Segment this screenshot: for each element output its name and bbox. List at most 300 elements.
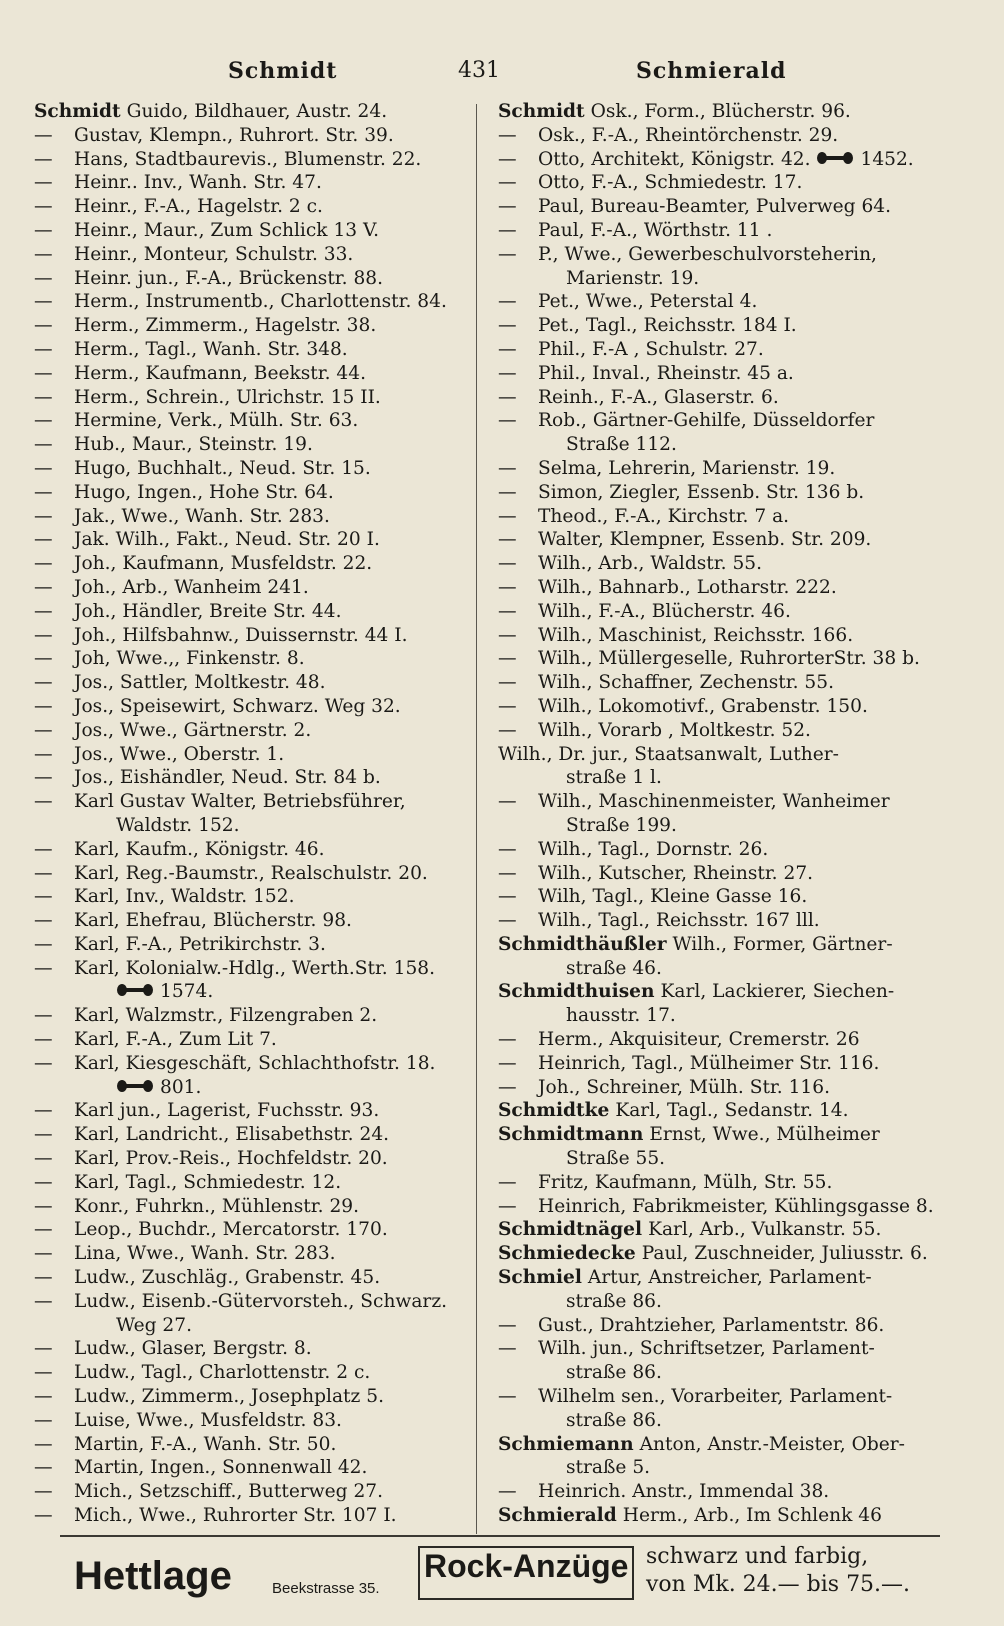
entry-text: Marienstr. 19. bbox=[566, 267, 700, 289]
directory-entry bbox=[498, 647, 938, 671]
ditto-dash: — bbox=[34, 1195, 53, 1217]
ditto-dash: — bbox=[34, 886, 53, 908]
entry-surname: Schmidt bbox=[498, 101, 585, 122]
ditto-dash: — bbox=[34, 243, 53, 265]
ditto-dash: — bbox=[498, 1029, 517, 1051]
directory-entry bbox=[34, 1385, 474, 1409]
directory-entry bbox=[498, 290, 938, 314]
entry-text: Anton, Anstr.-Meister, Ober- bbox=[639, 1433, 905, 1455]
directory-entry bbox=[34, 386, 474, 410]
entry-surname: Schmiemann bbox=[498, 1433, 634, 1455]
entry-text: Karl, Kiesgeschäft, Schlachthofstr. 18. bbox=[74, 1052, 436, 1074]
ditto-dash: — bbox=[498, 338, 517, 360]
entry-text: Weg 27. bbox=[116, 1314, 192, 1336]
directory-entry bbox=[34, 1171, 474, 1195]
ditto-dash: — bbox=[34, 172, 53, 194]
directory-entry bbox=[498, 552, 938, 576]
entry-text: straße 46. bbox=[566, 957, 662, 979]
directory-entry bbox=[34, 219, 474, 243]
ditto-dash: — bbox=[34, 315, 53, 337]
ditto-dash: — bbox=[34, 838, 53, 860]
phone-number: 1452. bbox=[860, 148, 914, 170]
ditto-dash: — bbox=[34, 362, 53, 384]
entry-text: Karl Gustav Walter, Betriebsführer, bbox=[74, 791, 406, 813]
entry-text: Hermine, Verk., Mülh. Str. 63. bbox=[74, 410, 359, 432]
ditto-dash: — bbox=[34, 910, 53, 932]
ditto-dash: — bbox=[34, 481, 53, 503]
directory-entry bbox=[498, 671, 938, 695]
entry-text: Straße 199. bbox=[566, 814, 677, 836]
entry-text: Otto, Architekt, Königstr. 42. bbox=[538, 148, 811, 170]
entry-text: Gust., Drahtzieher, Parlamentstr. 86. bbox=[538, 1314, 885, 1336]
ditto-dash: — bbox=[34, 196, 53, 218]
entry-text: Joh., Arb., Wanheim 241. bbox=[74, 576, 309, 598]
entry-text: Karl, Kaufm., Königstr. 46. bbox=[74, 838, 325, 860]
directory-entry bbox=[34, 1433, 474, 1457]
directory-entry bbox=[34, 433, 474, 457]
ditto-dash: — bbox=[34, 386, 53, 408]
ditto-dash: — bbox=[498, 362, 517, 384]
directory-entry bbox=[34, 124, 474, 148]
ditto-dash: — bbox=[498, 1338, 517, 1360]
directory-entry bbox=[34, 909, 474, 933]
directory-entry bbox=[34, 1218, 474, 1242]
entry-text: Karl, Kolonialw.-Hdlg., Werth.Str. 158. bbox=[74, 957, 436, 979]
entry-surname: Schmidthäußler bbox=[498, 933, 667, 955]
directory-entry bbox=[34, 1123, 474, 1147]
entry-text: Wilh., Müllergeselle, RuhrorterStr. 38 b. bbox=[538, 648, 920, 670]
directory-entry bbox=[34, 576, 474, 600]
entry-text: Lina, Wwe., Wanh. Str. 283. bbox=[74, 1243, 336, 1265]
ditto-dash: — bbox=[34, 1100, 53, 1122]
entry-text: P., Wwe., Gewerbeschulvorsteherin, bbox=[538, 243, 877, 265]
entry-text: hausstr. 17. bbox=[566, 1005, 676, 1027]
directory-entry bbox=[498, 1147, 938, 1171]
directory-entry bbox=[34, 267, 474, 291]
entry-surname: Schmidtnägel bbox=[498, 1219, 643, 1241]
entry-text: Waldstr. 152. bbox=[116, 814, 240, 836]
directory-entry bbox=[34, 1076, 474, 1100]
directory-entry bbox=[498, 338, 938, 362]
entry-text: Rob., Gärtner-Gehilfe, Düsseldorfer bbox=[538, 410, 875, 432]
entry-text: Karl, F.-A., Petrikirchstr. 3. bbox=[74, 933, 326, 955]
entry-text: Wilh., Arb., Waldstr. 55. bbox=[538, 553, 763, 575]
ditto-dash: — bbox=[34, 695, 53, 717]
ditto-dash: — bbox=[498, 481, 517, 503]
ditto-dash: — bbox=[498, 315, 517, 337]
entry-text: Leop., Buchdr., Mercatorstr. 170. bbox=[74, 1219, 388, 1241]
directory-entry bbox=[498, 1456, 938, 1480]
directory-entry bbox=[498, 933, 938, 957]
ditto-dash: — bbox=[498, 600, 517, 622]
entry-text: Konr., Fuhrkn., Mühlenstr. 29. bbox=[74, 1195, 360, 1217]
directory-entry bbox=[34, 695, 474, 719]
directory-entry bbox=[498, 1004, 938, 1028]
directory-entry bbox=[498, 528, 938, 552]
entry-text: Karl jun., Lagerist, Fuchsstr. 93. bbox=[74, 1100, 380, 1122]
directory-entry bbox=[34, 409, 474, 433]
ditto-dash: — bbox=[34, 862, 53, 884]
ditto-dash: — bbox=[498, 148, 517, 170]
directory-entry bbox=[498, 171, 938, 195]
ditto-dash: — bbox=[34, 1005, 53, 1027]
ditto-dash: — bbox=[34, 576, 53, 598]
directory-entry bbox=[34, 647, 474, 671]
ditto-dash: — bbox=[498, 1052, 517, 1074]
directory-entry bbox=[498, 1504, 938, 1528]
entry-text: Wilh., Tagl., Dornstr. 26. bbox=[538, 838, 769, 860]
ditto-dash: — bbox=[34, 1052, 53, 1074]
directory-entry bbox=[498, 980, 938, 1004]
directory-entry bbox=[34, 362, 474, 386]
directory-entry bbox=[498, 1290, 938, 1314]
directory-entry bbox=[34, 1052, 474, 1076]
directory-entry bbox=[34, 100, 474, 124]
ditto-dash: — bbox=[34, 529, 53, 551]
ad-product: Rock-Anzüge bbox=[424, 1548, 629, 1584]
entry-text: Ludw., Glaser, Bergstr. 8. bbox=[74, 1338, 312, 1360]
directory-entry bbox=[34, 1314, 474, 1338]
directory-entry bbox=[34, 171, 474, 195]
entry-text: Heinr., Monteur, Schulstr. 33. bbox=[74, 243, 354, 265]
directory-entry bbox=[498, 790, 938, 814]
ditto-dash: — bbox=[34, 1409, 53, 1431]
entry-text: Simon, Ziegler, Essenb. Str. 136 b. bbox=[538, 481, 865, 503]
directory-entry bbox=[498, 1076, 938, 1100]
directory-entry bbox=[34, 457, 474, 481]
directory-entry bbox=[498, 124, 938, 148]
ditto-dash: — bbox=[498, 695, 517, 717]
ditto-dash: — bbox=[34, 624, 53, 646]
entry-text: Herm., Zimmerm., Hagelstr. 38. bbox=[74, 315, 377, 337]
directory-entry bbox=[34, 1242, 474, 1266]
page-header bbox=[0, 54, 1004, 90]
telephone-icon bbox=[816, 149, 854, 172]
ditto-dash: — bbox=[498, 1195, 517, 1217]
entry-text: straße 86. bbox=[566, 1290, 662, 1312]
entry-text: Wilh. jun., Schriftsetzer, Parlament- bbox=[538, 1338, 875, 1360]
telephone-icon bbox=[116, 1077, 154, 1100]
directory-entry bbox=[34, 1147, 474, 1171]
entry-text: Heinrich, Tagl., Mülheimer Str. 116. bbox=[538, 1052, 880, 1074]
entry-surname: Schmidtmann bbox=[498, 1124, 644, 1146]
entry-text: Wilh., Former, Gärtner- bbox=[672, 933, 893, 955]
directory-entry bbox=[498, 1409, 938, 1433]
entry-text: Jos., Speisewirt, Schwarz. Weg 32. bbox=[74, 695, 401, 717]
entry-text: Hub., Maur., Steinstr. 19. bbox=[74, 434, 313, 456]
ditto-dash: — bbox=[34, 1481, 53, 1503]
entry-text: Guido, Bildhauer, Austr. 24. bbox=[126, 101, 388, 122]
entry-text: Karl, Prov.-Reis., Hochfeldstr. 20. bbox=[74, 1148, 388, 1170]
directory-entry bbox=[498, 314, 938, 338]
ditto-dash: — bbox=[34, 1219, 53, 1241]
entry-text: Joh., Schreiner, Mülh. Str. 116. bbox=[538, 1076, 830, 1098]
entry-text: Osk., F.-A., Rheintörchenstr. 29. bbox=[538, 124, 839, 146]
entry-text: Heinr., F.-A., Hagelstr. 2 c. bbox=[74, 196, 323, 218]
ditto-dash: — bbox=[498, 1481, 517, 1503]
directory-entry bbox=[34, 1195, 474, 1219]
entry-surname: Schmiedecke bbox=[498, 1243, 636, 1265]
ditto-dash: — bbox=[498, 1076, 517, 1098]
ditto-dash: — bbox=[34, 1029, 53, 1051]
ditto-dash: — bbox=[34, 1386, 53, 1408]
directory-entry bbox=[34, 1409, 474, 1433]
entry-text: Wilh., F.-A., Blücherstr. 46. bbox=[538, 600, 791, 622]
directory-entry bbox=[34, 957, 474, 981]
column-divider bbox=[476, 104, 477, 1534]
ad-address: Beekstrasse 35. bbox=[272, 1580, 380, 1597]
directory-entry bbox=[34, 148, 474, 172]
header-left-guideword: Schmidt bbox=[228, 58, 338, 84]
entry-text: Heinr., Maur., Zum Schlick 13 V. bbox=[74, 219, 380, 241]
directory-entry bbox=[498, 1052, 938, 1076]
entry-text: straße 86. bbox=[566, 1409, 662, 1431]
entry-text: Wilh., Schaffner, Zechenstr. 55. bbox=[538, 672, 834, 694]
entry-surname: Schmierald bbox=[498, 1505, 617, 1527]
ditto-dash: — bbox=[34, 1338, 53, 1360]
directory-entry bbox=[34, 766, 474, 790]
directory-entry bbox=[498, 1099, 938, 1123]
left-column bbox=[34, 100, 474, 1528]
ditto-dash: — bbox=[34, 124, 53, 146]
ditto-dash: — bbox=[34, 505, 53, 527]
ditto-dash: — bbox=[498, 505, 517, 527]
entry-text: Hugo, Buchhalt., Neud. Str. 15. bbox=[74, 457, 371, 479]
ditto-dash: — bbox=[498, 243, 517, 265]
ditto-dash: — bbox=[34, 553, 53, 575]
ditto-dash: — bbox=[498, 196, 517, 218]
ditto-dash: — bbox=[498, 648, 517, 670]
directory-entry bbox=[498, 1385, 938, 1409]
ditto-dash: — bbox=[34, 719, 53, 741]
ditto-dash: — bbox=[34, 743, 53, 765]
ditto-dash: — bbox=[34, 1243, 53, 1265]
ditto-dash: — bbox=[34, 791, 53, 813]
entry-text: Wilh., Maschinenmeister, Wanheimer bbox=[538, 791, 890, 813]
entry-text: Straße 112. bbox=[566, 434, 677, 456]
directory-entry bbox=[498, 1171, 938, 1195]
directory-entry bbox=[498, 885, 938, 909]
directory-entry bbox=[34, 671, 474, 695]
ditto-dash: — bbox=[34, 648, 53, 670]
ditto-dash: — bbox=[498, 529, 517, 551]
entry-text: straße 5. bbox=[566, 1457, 651, 1479]
entry-text: Ernst, Wwe., Mülheimer bbox=[649, 1124, 880, 1146]
entry-text: Reinh., F.-A., Glaserstr. 6. bbox=[538, 386, 779, 408]
entry-text: Gustav, Klempn., Ruhrort. Str. 39. bbox=[74, 124, 394, 146]
directory-entry bbox=[34, 790, 474, 814]
entry-text: Wilh., Maschinist, Reichsstr. 166. bbox=[538, 624, 854, 646]
directory-entry bbox=[498, 695, 938, 719]
entry-text: Herm., Tagl., Wanh. Str. 348. bbox=[74, 338, 348, 360]
directory-entry bbox=[34, 1028, 474, 1052]
entry-text: straße 86. bbox=[566, 1362, 662, 1384]
ditto-dash: — bbox=[34, 672, 53, 694]
entry-text: Jos., Wwe., Gärtnerstr. 2. bbox=[74, 719, 312, 741]
directory-entry bbox=[498, 505, 938, 529]
telephone-icon bbox=[116, 981, 154, 1004]
ditto-dash: — bbox=[498, 219, 517, 241]
directory-entry bbox=[34, 290, 474, 314]
ditto-dash: — bbox=[34, 1124, 53, 1146]
ditto-dash: — bbox=[34, 1267, 53, 1289]
directory-entry bbox=[34, 980, 474, 1004]
entry-text: Wilh., Bahnarb., Lotharstr. 222. bbox=[538, 576, 837, 598]
directory-entry bbox=[498, 1195, 938, 1219]
directory-entry bbox=[498, 433, 938, 457]
entry-text: Selma, Lehrerin, Marienstr. 19. bbox=[538, 457, 836, 479]
ditto-dash: — bbox=[34, 1290, 53, 1312]
directory-entry bbox=[498, 719, 938, 743]
entry-text: Karl, F.-A., Zum Lit 7. bbox=[74, 1029, 277, 1051]
entry-text: Herm., Kaufmann, Beekstr. 44. bbox=[74, 362, 366, 384]
advertisement bbox=[0, 1540, 1004, 1620]
directory-entry bbox=[34, 1290, 474, 1314]
entry-text: Phil., Inval., Rheinstr. 45 a. bbox=[538, 362, 794, 384]
directory-entry bbox=[34, 195, 474, 219]
entry-text: Karl, Landricht., Elisabethstr. 24. bbox=[74, 1124, 390, 1146]
ditto-dash: — bbox=[498, 576, 517, 598]
ditto-dash: — bbox=[498, 386, 517, 408]
directory-entry bbox=[498, 1123, 938, 1147]
entry-text: Herm., Instrumentb., Charlottenstr. 84. bbox=[74, 291, 447, 313]
ditto-dash: — bbox=[34, 219, 53, 241]
directory-entry bbox=[498, 814, 938, 838]
entry-text: Wilh., Tagl., Reichsstr. 167 lll. bbox=[538, 910, 820, 932]
entry-text: Fritz, Kaufmann, Mülh, Str. 55. bbox=[538, 1171, 833, 1193]
directory-entry bbox=[498, 1433, 938, 1457]
entry-text: Wilhelm sen., Vorarbeiter, Parlament- bbox=[538, 1386, 893, 1408]
directory-entry bbox=[498, 457, 938, 481]
ditto-dash: — bbox=[34, 767, 53, 789]
ditto-dash: — bbox=[34, 957, 53, 979]
entry-text: Theod., F.-A., Kirchstr. 7 a. bbox=[538, 505, 790, 527]
entry-text: Herm., Schrein., Ulrichstr. 15 II. bbox=[74, 386, 381, 408]
page-number: 431 bbox=[458, 58, 500, 83]
entry-text: Jak. Wilh., Fakt., Neud. Str. 20 I. bbox=[74, 529, 380, 551]
directory-entry bbox=[498, 481, 938, 505]
entry-text: Ludw., Zuschläg., Grabenstr. 45. bbox=[74, 1267, 381, 1289]
directory-entry bbox=[498, 362, 938, 386]
entry-text: Jak., Wwe., Wanh. Str. 283. bbox=[74, 505, 330, 527]
entry-text: Pet., Tagl., Reichsstr. 184 I. bbox=[538, 315, 797, 337]
entry-text: Mich., Wwe., Ruhrorter Str. 107 I. bbox=[74, 1505, 397, 1527]
directory-entry bbox=[34, 885, 474, 909]
directory-entry bbox=[498, 267, 938, 291]
ditto-dash: — bbox=[498, 124, 517, 146]
ditto-dash: — bbox=[498, 172, 517, 194]
directory-entry bbox=[34, 528, 474, 552]
entry-text: Karl, Ehefrau, Blücherstr. 98. bbox=[74, 910, 352, 932]
directory-entry bbox=[498, 909, 938, 933]
directory-entry bbox=[34, 1337, 474, 1361]
directory-entry bbox=[34, 933, 474, 957]
entry-text: Hans, Stadtbaurevis., Blumenstr. 22. bbox=[74, 148, 422, 170]
entry-text: Joh, Wwe.,, Finkenstr. 8. bbox=[74, 648, 305, 670]
entry-text: Joh., Händler, Breite Str. 44. bbox=[74, 600, 342, 622]
entry-text: Jos., Wwe., Oberstr. 1. bbox=[74, 743, 285, 765]
ditto-dash: — bbox=[498, 791, 517, 813]
entry-text: Ludw., Zimmerm., Josephplatz 5. bbox=[74, 1386, 384, 1408]
entry-text: Osk., Form., Blücherstr. 96. bbox=[590, 101, 851, 122]
directory-entry bbox=[34, 743, 474, 767]
directory-entry bbox=[498, 1266, 938, 1290]
directory-entry bbox=[34, 814, 474, 838]
entry-text: Paul, F.-A., Wörthstr. 11 . bbox=[538, 219, 773, 241]
ditto-dash: — bbox=[34, 434, 53, 456]
entry-surname: Schmidt bbox=[34, 101, 121, 122]
entry-text: Phil., F.-A , Schulstr. 27. bbox=[538, 338, 764, 360]
entry-text: Herm., Akquisiteur, Cremerstr. 26 bbox=[538, 1029, 860, 1051]
directory-entry bbox=[498, 862, 938, 886]
ad-line-2: von Mk. 24.— bis 75.—. bbox=[646, 1572, 911, 1597]
ditto-dash: — bbox=[34, 1505, 53, 1527]
directory-entry bbox=[498, 386, 938, 410]
entry-surname: Schmidthuisen bbox=[498, 981, 655, 1003]
ditto-dash: — bbox=[34, 338, 53, 360]
directory-entry bbox=[498, 409, 938, 433]
ditto-dash: — bbox=[34, 1457, 53, 1479]
entry-text: Karl, Reg.-Baumstr., Realschulstr. 20. bbox=[74, 862, 428, 884]
header-right-guideword: Schmierald bbox=[636, 58, 787, 84]
directory-entry bbox=[34, 552, 474, 576]
directory-entry bbox=[34, 505, 474, 529]
entry-text: Artur, Anstreicher, Parlament- bbox=[587, 1267, 872, 1289]
directory-entry bbox=[498, 243, 938, 267]
entry-text: Paul, Bureau-Beamter, Pulverweg 64. bbox=[538, 196, 892, 218]
entry-text: Hugo, Ingen., Hohe Str. 64. bbox=[74, 481, 334, 503]
entry-text: Herm., Arb., Im Schlenk 46 bbox=[622, 1505, 882, 1527]
ditto-dash: — bbox=[498, 624, 517, 646]
entry-text: Heinrich, Fabrikmeister, Kühlingsgasse 8. bbox=[538, 1195, 934, 1217]
directory-entry bbox=[34, 838, 474, 862]
entry-text: Karl, Lackierer, Siechen- bbox=[660, 981, 895, 1003]
entry-text: Joh., Kaufmann, Musfeldstr. 22. bbox=[74, 553, 373, 575]
ad-brand: Hettlage bbox=[74, 1554, 232, 1598]
right-column bbox=[498, 100, 938, 1528]
directory-entry bbox=[34, 1361, 474, 1385]
entry-text: Wilh., Kutscher, Rheinstr. 27. bbox=[538, 862, 814, 884]
entry-text: Paul, Zuschneider, Juliusstr. 6. bbox=[641, 1243, 928, 1265]
entry-text: Wilh., Vorarb , Moltkestr. 52. bbox=[538, 719, 811, 741]
directory-entry bbox=[34, 862, 474, 886]
directory-entry bbox=[498, 576, 938, 600]
ad-line-1: schwarz und farbig, bbox=[646, 1544, 869, 1569]
directory-entry bbox=[498, 1361, 938, 1385]
directory-entry bbox=[34, 243, 474, 267]
ditto-dash: — bbox=[498, 862, 517, 884]
entry-text: Karl, Tagl., Sedanstr. 14. bbox=[615, 1100, 849, 1122]
entry-text: Martin, F.-A., Wanh. Str. 50. bbox=[74, 1433, 337, 1455]
entry-text: Mich., Setzschiff., Butterweg 27. bbox=[74, 1481, 384, 1503]
entry-text: Heinr.. Inv., Wanh. Str. 47. bbox=[74, 172, 322, 194]
entry-text: Karl, Tagl., Schmiedestr. 12. bbox=[74, 1171, 342, 1193]
directory-entry bbox=[498, 219, 938, 243]
entry-text: Wilh., Lokomotivf., Grabenstr. 150. bbox=[538, 695, 868, 717]
entry-text: 1574. bbox=[160, 981, 214, 1003]
directory-entry bbox=[498, 148, 938, 172]
directory-entry bbox=[34, 1099, 474, 1123]
directory-entry bbox=[34, 481, 474, 505]
ditto-dash: — bbox=[498, 553, 517, 575]
ditto-dash: — bbox=[34, 933, 53, 955]
ditto-dash: — bbox=[498, 457, 517, 479]
entry-text: Pet., Wwe., Peterstal 4. bbox=[538, 291, 758, 313]
entry-text: Ludw., Eisenb.-Gütervorsteh., Schwarz. bbox=[74, 1290, 448, 1312]
entry-text: Heinr. jun., F.-A., Brückenstr. 88. bbox=[74, 267, 384, 289]
entry-text: Straße 55. bbox=[566, 1148, 666, 1170]
ditto-dash: — bbox=[498, 719, 517, 741]
